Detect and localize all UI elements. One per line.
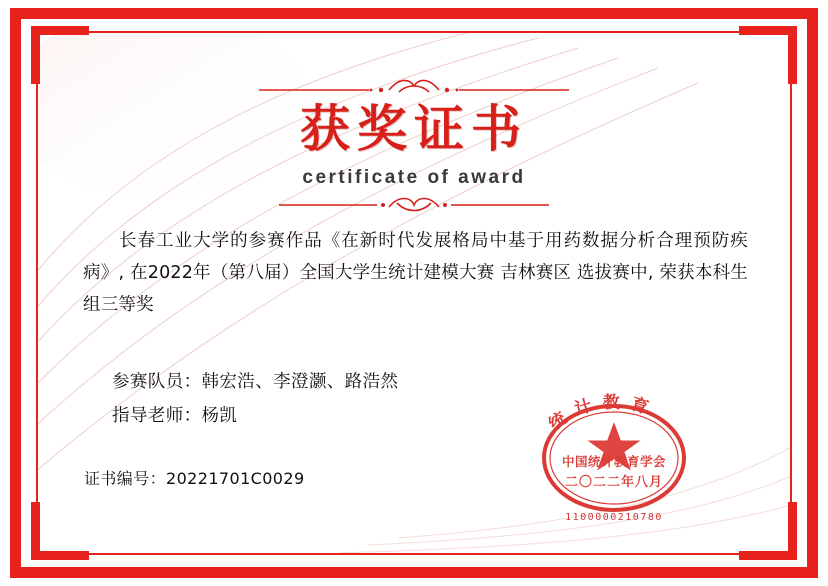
body-paragraph: 长春工业大学的参赛作品《在新时代发展格局中基于用药数据分析合理预防疾病》, 在2022年（第八届）全国大学生统计建模大赛 吉林赛区 选拔赛中, 荣获本科生组三等奖 bbox=[83, 231, 748, 315]
official-seal-stamp bbox=[508, 388, 720, 528]
certificate-title-cn: 获奖证书 bbox=[300, 100, 528, 158]
certificate-number-value: 20221701C0029 bbox=[166, 469, 305, 488]
svg-text:统计教育: 统计教育 bbox=[545, 392, 661, 435]
svg-text:中国统计教育学会: 中国统计教育学会 bbox=[561, 454, 667, 469]
corner-accent-bottom-right bbox=[739, 502, 797, 560]
corner-accent-bottom-left bbox=[31, 502, 89, 560]
certificate-body-text bbox=[83, 225, 748, 321]
advisor-value: 杨凯 bbox=[201, 406, 238, 426]
certificate-header bbox=[0, 72, 828, 217]
svg-text:1100000210780: 1100000210780 bbox=[565, 512, 663, 523]
svg-text:二〇二二年八月: 二〇二二年八月 bbox=[564, 475, 664, 490]
certificate-title-en: certificate of award bbox=[302, 167, 526, 188]
members-label: 参赛队员： bbox=[112, 372, 202, 392]
members-value: 韩宏浩、李澄灏、路浩然 bbox=[201, 372, 399, 392]
ornament-bottom-icon bbox=[249, 193, 579, 217]
certificate-number-label: 证书编号： bbox=[84, 469, 167, 488]
certificate-number-row bbox=[84, 466, 305, 489]
ornament-top-icon bbox=[249, 72, 579, 98]
advisor-label: 指导老师： bbox=[112, 406, 202, 426]
